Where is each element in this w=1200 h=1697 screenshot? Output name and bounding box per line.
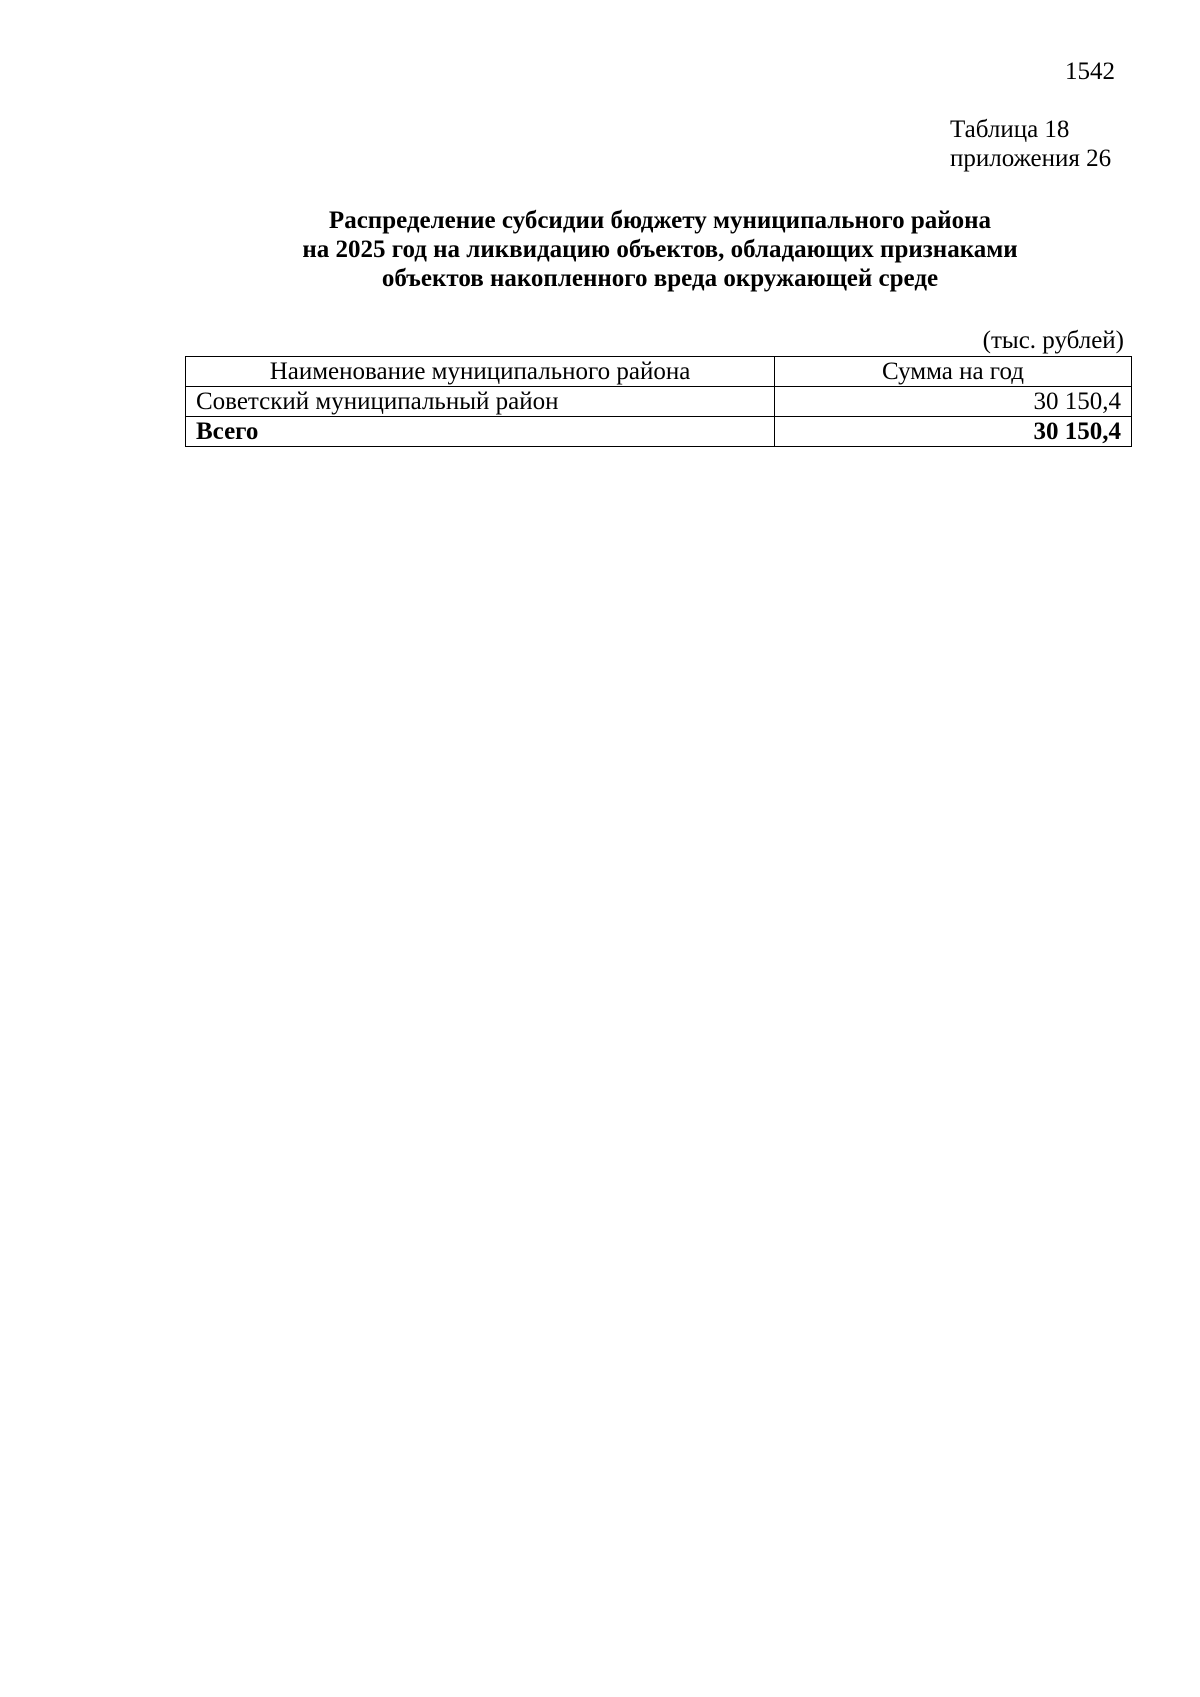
page-number: 1542 (1065, 58, 1115, 85)
table-reference-line-1: Таблица 18 (950, 116, 1070, 143)
cell-total-amount: 30 150,4 (775, 417, 1132, 447)
table-reference-line-2: приложения 26 (950, 145, 1112, 172)
header-amount: Сумма на год (775, 357, 1132, 387)
table-header-row (186, 357, 1132, 387)
table-total-row (186, 417, 1132, 447)
table-reference (950, 115, 1111, 173)
document-title-line-2: на 2025 год на ликвидацию объектов, обладающих признаками (302, 236, 1018, 263)
document-title-line-3: объектов накопленного вреда окружающей среде (381, 265, 939, 292)
table-row (186, 387, 1132, 417)
document-title (185, 206, 1135, 293)
cell-total-label: Всего (186, 417, 775, 447)
header-district-name: Наименование муниципального района (186, 357, 775, 387)
cell-amount: 30 150,4 (775, 387, 1132, 417)
units-label: (тыс. рублей) (982, 327, 1124, 354)
document-title-line-1: Распределение субсидии бюджету муниципального района (328, 207, 992, 234)
subsidy-table (185, 356, 1132, 447)
cell-district-name: Советский муниципальный район (186, 387, 775, 417)
